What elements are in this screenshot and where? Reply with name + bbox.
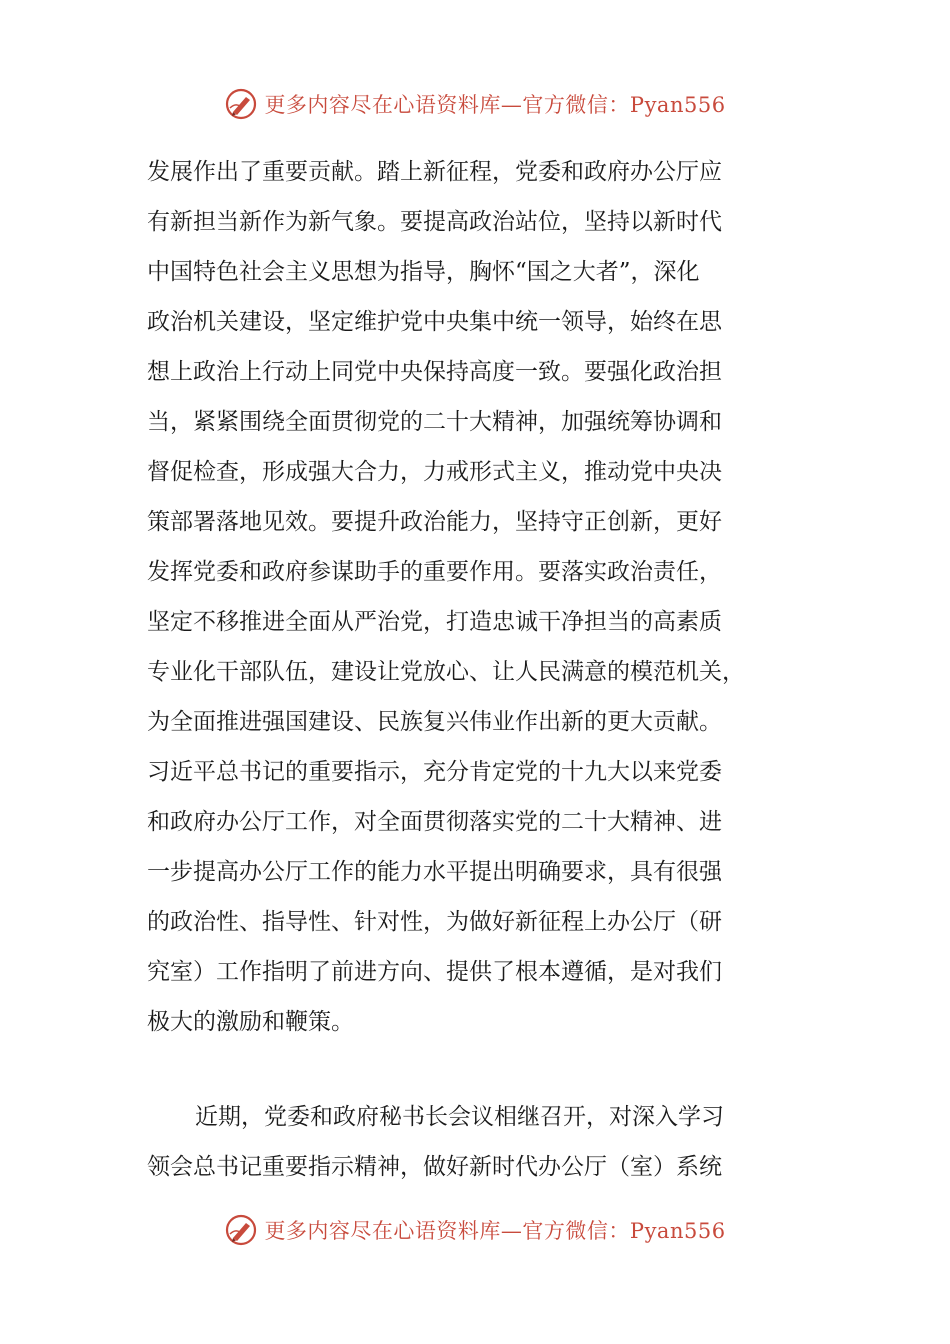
text-line: 极大的激励和鞭策。 <box>147 1009 354 1035</box>
text-line: 当，紧紧围绕全面贯彻党的二十大精神，加强统筹协调和 <box>147 409 722 435</box>
paragraph-gap <box>147 1047 797 1092</box>
footer-banner <box>0 1210 950 1250</box>
text-line: 发挥党委和政府参谋助手的重要作用。要落实政治责任， <box>147 559 722 585</box>
text-line: 近期，党委和政府秘书长会议相继召开，对深入学习 <box>195 1104 724 1130</box>
text-line: 专业化干部队伍，建设让党放心、让人民满意的模范机关， <box>147 659 745 685</box>
text-line: 一步提高办公厅工作的能力水平提出明确要求，具有很强 <box>147 859 722 885</box>
text-line: 坚定不移推进全面从严治党，打造忠诚干净担当的高素质 <box>147 609 722 635</box>
footer-banner-text: 更多内容尽在心语资料库—官方微信：Pyan556 <box>264 1219 726 1243</box>
text-line: 发展作出了重要贡献。踏上新征程，党委和政府办公厅应 <box>147 159 722 185</box>
paragraph-2 <box>147 1092 797 1192</box>
header-banner-text: 更多内容尽在心语资料库—官方微信：Pyan556 <box>264 93 726 117</box>
text-line: 策部署落地见效。要提升政治能力，坚持守正创新，更好 <box>147 509 722 535</box>
text-line: 为全面推进强国建设、民族复兴伟业作出新的更大贡献。 <box>147 709 722 735</box>
text-line: 和政府办公厅工作，对全面贯彻落实党的二十大精神、进 <box>147 809 722 835</box>
text-line: 领会总书记重要指示精神，做好新时代办公厅（室）系统 <box>147 1154 722 1180</box>
text-line: 有新担当新作为新气象。要提高政治站位，坚持以新时代 <box>147 209 722 235</box>
text-line: 中国特色社会主义思想为指导，胸怀“国之大者”，深化 <box>147 259 700 285</box>
text-line: 究室）工作指明了前进方向、提供了根本遵循，是对我们 <box>147 959 722 985</box>
paragraph-1 <box>147 147 797 1047</box>
text-line: 督促检查，形成强大合力，力戒形式主义，推动党中央决 <box>147 459 722 485</box>
text-line: 习近平总书记的重要指示，充分肯定党的十九大以来党委 <box>147 759 722 785</box>
pen-logo-icon <box>224 1213 258 1247</box>
header-banner <box>0 84 950 124</box>
text-line: 的政治性、指导性、针对性，为做好新征程上办公厅（研 <box>147 909 722 935</box>
document-body <box>147 147 797 1192</box>
pen-logo-icon <box>224 87 258 121</box>
text-line: 想上政治上行动上同党中央保持高度一致。要强化政治担 <box>147 359 722 385</box>
text-line: 政治机关建设，坚定维护党中央集中统一领导，始终在思 <box>147 309 722 335</box>
